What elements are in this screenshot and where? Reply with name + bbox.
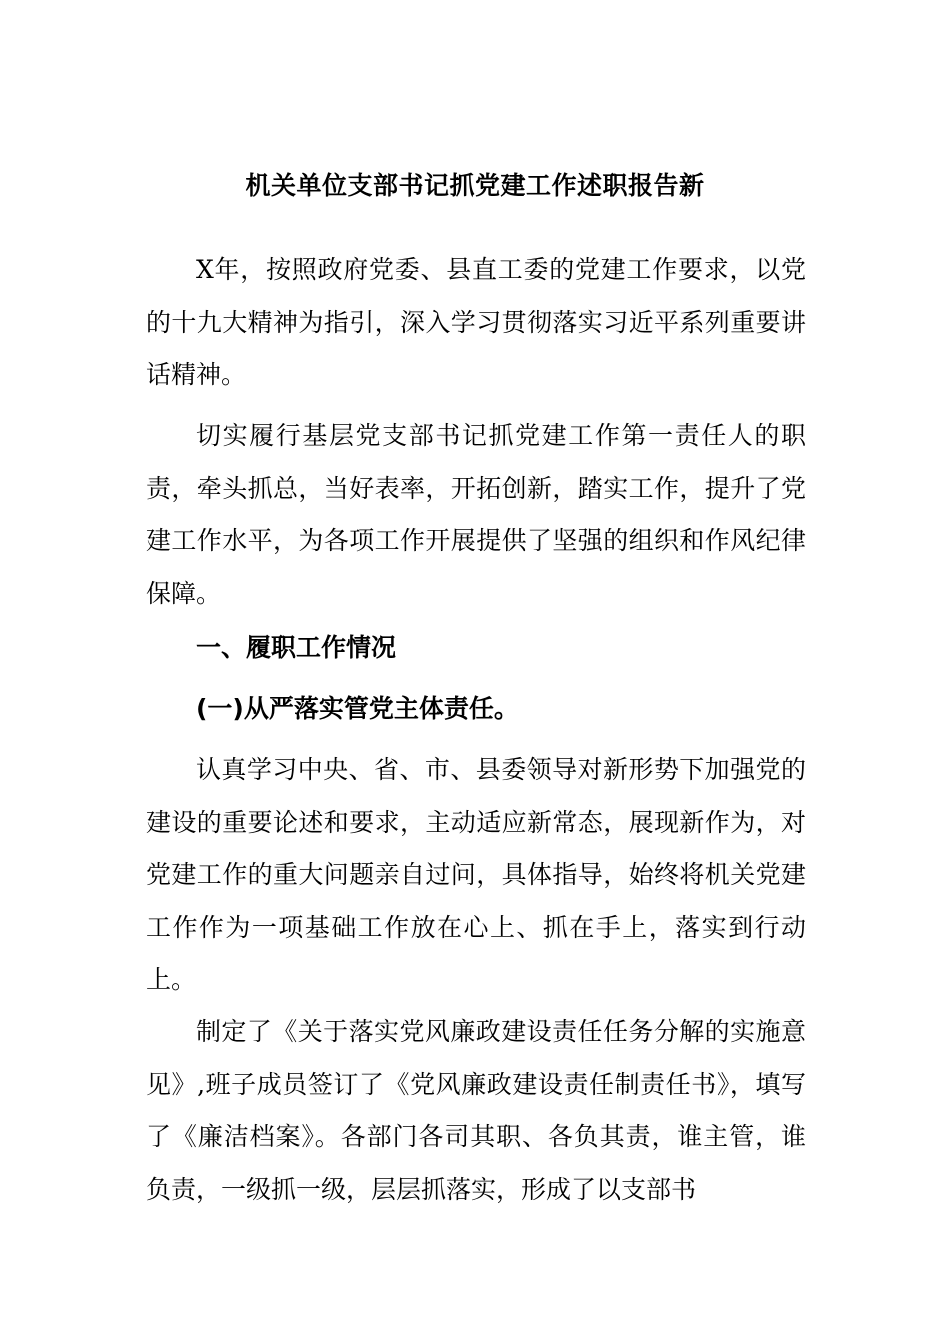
paragraph-duty: 切实履行基层党支部书记抓党建工作第一责任人的职责，牵头抓总，当好表率，开拓创新，踏实工作，提升了党建工作水平，为各项工作开展提供了坚强的组织和作风纪律保障。 xyxy=(146,421,806,608)
paragraph-study: 认真学习中央、省、市、县委领导对新形势下加强党的建设的重要论述和要求，主动适应新常态，展现新作为，对党建工作的重大问题亲自过问，具体指导，始终将机关党建工作作为一项基础工作放在心上、抓在手上，落实到行动上。 xyxy=(146,755,806,994)
subsection-block xyxy=(146,683,806,736)
policy-block xyxy=(146,1006,806,1216)
document-title: 机关单位支部书记抓党建工作述职报告新 xyxy=(245,171,705,200)
paragraph-intro: X年，按照政府党委、县直工委的党建工作要求，以党的十九大精神为指引，深入学习贯彻落实习近平系列重要讲话精神。 xyxy=(146,255,806,389)
section-block xyxy=(146,622,806,675)
intro-block xyxy=(146,244,806,402)
paragraph-policy: 制定了《关于落实党风廉政建设责任任务分解的实施意见》,班子成员签订了《党风廉政建设责任制责任书》，填写了《廉洁档案》。各部门各司其职、各负其责，谁主管，谁负责，一级抓一级，层层抓落实，形成了以支部书 xyxy=(146,1017,806,1204)
section-heading: 一、履职工作情况 xyxy=(196,633,397,662)
subsection-heading: (一)从严落实管党主体责任。 xyxy=(196,694,519,723)
duty-block xyxy=(146,410,806,620)
study-block xyxy=(146,744,806,1007)
